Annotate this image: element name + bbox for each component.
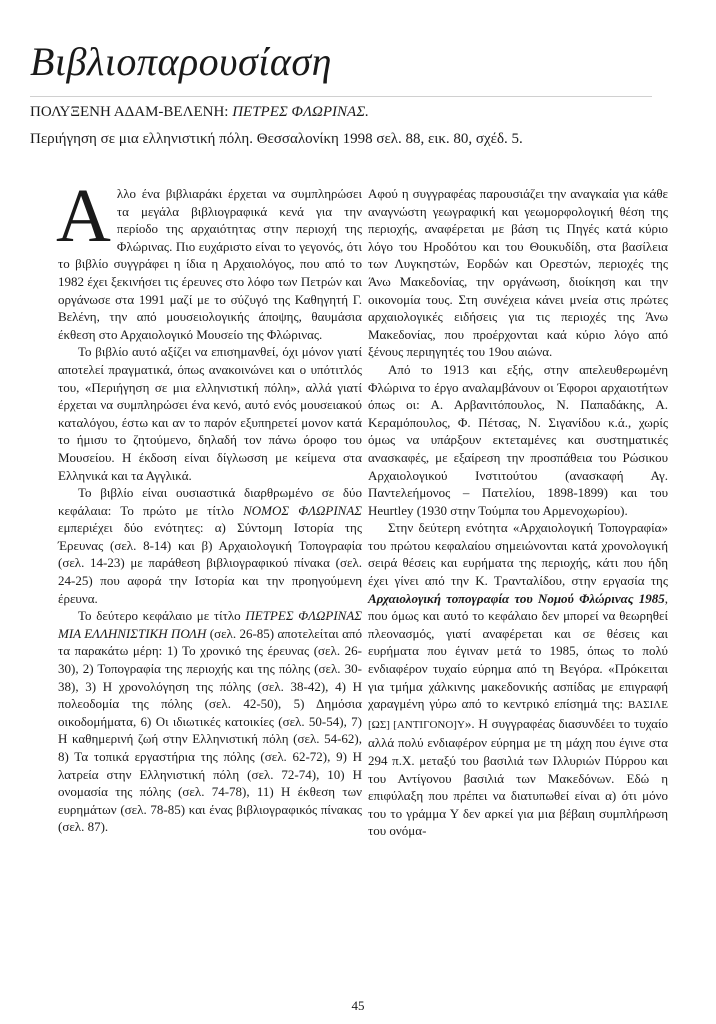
book-author: ΠΟΛΥΞΕΝΗ ΑΔΑΜ-ΒΕΛΕΝΗ: — [30, 104, 229, 120]
paragraph-2: Το βιβλίο αυτό αξίζει να επισημανθεί, όχι μόνον γιατί αποτελεί πραγματικά, όπως ανακοινώνει και ο υπότιτλός του, «Περιήγηση σε μια ελληνιστική πόλη», αλλά γιατί έρχεται να συμπληρώσει ένα κενό, αυτό ενός μουσειακού καταλόγου, έστω και αν το παρόν εξυπηρετεί μονον κατά το ήμισυ το ζητούμενο, δηλαδή τον πάνω όροφο του Μουσείου. Η έκδοση είναι δίγλωσση με κείμενα στα Ελληνικά και τα Αγγλικά. — [58, 344, 362, 483]
drop-cap: Α — [56, 174, 111, 258]
paragraph-7-text-end: ». Η συγγραφέας διασυνδέει το τυχαίο αλλά πολύ ενδιαφέρον εύρημα με τη μάχη που έγινε στα 294 π.Χ. μεταξύ του βασιλιά των Ιλλυριών Πύρρου και του Αντίγονου βασιλιά των Μακεδόνων. Εδώ η επιφύλαξη που πρέπει να διατυπωθεί είναι α) ότι μόνο του το γράμμα Υ δεν αρκεί για μια βέβαιη συμπλήρωση του ονόμα- — [368, 715, 668, 839]
book-details: Περιήγηση σε μια ελληνιστική πόλη. Θεσσαλονίκη 1998 σελ. 88, εικ. 80, σχέδ. 5. — [30, 131, 523, 147]
paragraph-4 — [58, 607, 362, 836]
paragraph-7-text-mid: , που όμως και αυτό το κεφάλαιο δεν μπορεί να θεωρηθεί πλεονασμός, γιατί αναφέρεται και σε θέσεις και ευρήματα που έγιναν μετά το 1985, όπως το πολύ ενδιαφέρον τυχαίο εύρημα από τη Βεγόρα. «Πρόκειται για τμήμα χάλκινης μακεδονικής ασπίδας με επιγραφή χαραγμένη γύρω από το κεντρικό επίσημά της: — [368, 590, 668, 712]
cited-work-title: Αρχαιολογική τοπογραφία του Νομού Φλώρινας 1985 — [368, 590, 665, 606]
right-column — [368, 185, 668, 840]
paragraph-3-text: Το βιβλίο είναι ουσιαστικά διαρθρωμένο σε δύο κεφάλαια: Το πρώτο με τίτλο — [58, 485, 362, 518]
paragraph-5: Αφού η συγγραφέας παρουσιάζει την αναγκαία για κάθε αναγνώστη γεωγραφική και γεωμορφολογική θέση της περιοχής, αναφέρεται με βάση τις Πηγές κατά κύριο λόγο του Ηροδότου και του Θουκυδίδη, στα βασίλεια των Λυγκηστών, Εορδών και Ορεστών, περιοχές της Άνω Μακεδονίας, την οργάνωση, διοίκηση και την οικονομία τους. Στη συνέχεια κάνει μνεία στις πρώτες αρχαιολογικές ειδήσεις για τις περιοχές της Άνω Μακεδονίας, που προέρχονται καά κύριο λόγο από ξένους περιηγητές του 19ου αιώνα. — [368, 186, 668, 360]
left-column — [56, 174, 363, 836]
book-title-line — [30, 104, 369, 121]
paragraph-4-text-cont: (σελ. 26-85) αποτελείται από τα παρακάτω μέρη: 1) Το χρονικό της έρευνας (σελ. 26-30), 2) Τοπογραφία της περιοχής και της πόλης (σελ. 30-38), 3) Η χρονολόγηση της πόλης (σελ. 38-42), 4) Η πολεοδομία της πόλης (σελ. 42-50), 5) Δημόσια οικοδομήματα, 6) Οι ιδιωτικές κατοικίες (σελ. 50-54), 7) Η καθημερινή ζωή στην Ελληνιστική πόλη (σελ. 54-62), 8) Τα τοπικά εργαστήρια της πόλης (σελ. 62-72), 9) Η λατρεία στην Ελληνιστική πόλη (σελ. 72-74), 10) Η ονομασία της πόλης (σελ. 74-78), 11) Η έκθεση των ευρημάτων (σελ. 78-85) και ένας βιβλιογραφικός πίνακας (σελ. 87). — [58, 625, 363, 835]
paragraph-3 — [58, 484, 362, 607]
paragraph-6: Από το 1913 και εξής, στην απελευθερωμένη Φλώρινα το έργο αναλαμβάνουν οι Έφοροι αρχαιοτήτων όπως οι: Α. Αρβανιτόπουλος, Ν. Παπαδάκης, Α. Κεραμόπουλος, Φ. Πέτσας, Ν. Σιγανίδου κ.ά., χωρίς όμως να υπάρξουν εκτεταμένες και συστηματικές ανασκαφές, με εξαίρεση την προσπάθεια του Ρώσικου Αρχαιολογικού Ινστιτούτου (ανασκαφή Αγ. Παντελεήμονος – Πατελίου, 1898-1899) και του Heurtley (1930 στην Τούμπα του Αρμενοχωρίου). — [368, 361, 668, 518]
paragraph-7 — [368, 519, 668, 840]
book-title: ΠΕΤΡΕΣ ΦΛΩΡΙΝΑΣ. — [232, 104, 369, 120]
paragraph-3-text-cont: εμπεριέχει δύο ενότητες: α) Σύντομη Ιστορία της Έρευνας (σελ. 8-14) και β) Αρχαιολογική Τοπογραφία (σελ. 14-23) με παράθεση βιβλιογραφικού πίνακα (σελ. 24-25) που αφορά την Ιστορία και την προηγούμενη έρευνα. — [58, 520, 362, 606]
section-title: Βιβλιοπαρουσίαση — [30, 39, 332, 84]
paragraph-1-text: λλο ένα βιβλιαράκι έρχεται να συμπληρώσει τα μεγάλα βιβλιογραφικά κενά για την περίοδο της αρχαιότητας στην περιοχή της Φλώρινας. Πιο ευχάριστο είναι το γεγονός, ότι το βιβλίο συγγράφει η ίδια η Αρχαιολόγος, που από το 1982 έχει ξεκινήσει τις έρευνες στο λόφο των Πετρών και οργάνωσε στα 1991 μαζί με το σύζυγό της Καθηγητή Γ. Βελένη, την από μουσειολογικής άποψης, θαυμάσια έκθεση στο Αρχαιολογικό Μουσείο της Φλώρινας. — [58, 186, 362, 342]
paragraph-4-text: Το δεύτερο κεφάλαιο με τίτλο — [78, 608, 241, 624]
shield-inscription: ΒΑΣΙΛΕ [ΩΣ] [ΑΝΤΙΓΟΝΟ]Υ — [368, 699, 668, 731]
header-divider — [30, 96, 652, 97]
page-number: 45 — [351, 998, 365, 1013]
paragraph-1 — [56, 174, 362, 343]
paragraph-7-text: Στην δεύτερη ενότητα «Αρχαιολογική Τοπογραφία» του πρώτου κεφαλαίου σημειώνονται κατά χρονολογική σειρά θέσεις και ευρήματα της περιοχής, κάτι που ήδη έχει γίνει από την Κ. Τρανταλίδου, στην εργασία της — [368, 520, 668, 589]
chapter-2-title: ΠΕΤΡΕΣ ΦΛΩΡΙΝΑΣ ΜΙΑ ΕΛΛΗΝΙΣΤΙΚΗ ΠΟΛΗ — [58, 608, 362, 641]
chapter-1-title: ΝΟΜΟΣ ΦΛΩΡΙΝΑΣ — [243, 502, 363, 518]
